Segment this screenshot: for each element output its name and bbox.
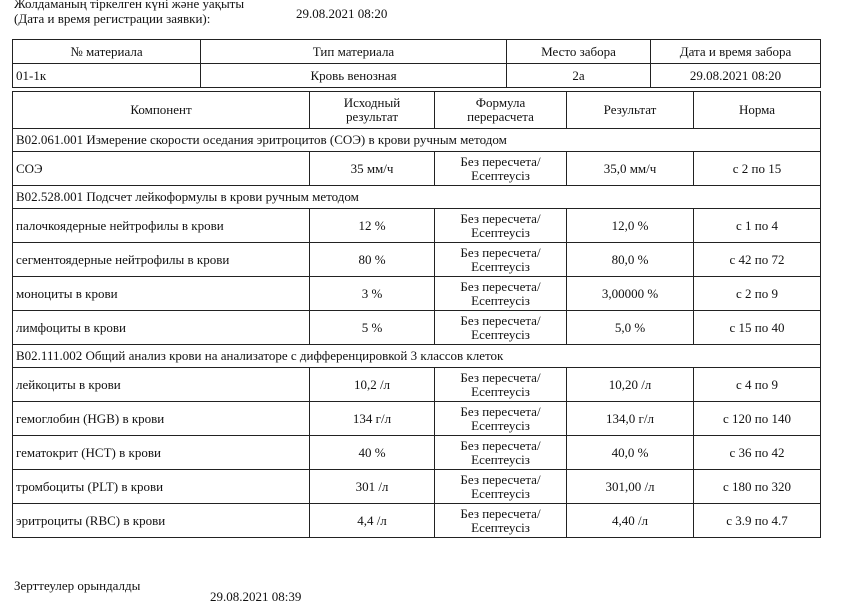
result-row <box>13 402 821 436</box>
result-value: 301,00 /л <box>567 470 694 504</box>
formula-line-ru: Без пересчета/ <box>460 312 541 328</box>
formula-line-kz: Есептеусіз <box>471 417 530 433</box>
collection-site: 2а <box>507 64 651 88</box>
initial-result: 80 % <box>310 243 435 277</box>
formula-line-ru: Без пересчета/ <box>460 369 541 385</box>
result-value: 134,0 г/л <box>567 402 694 436</box>
result-row <box>13 368 821 402</box>
formula-line-kz: Есептеусіз <box>471 326 530 342</box>
performed-datetime: 29.08.2021 08:39 <box>210 589 302 604</box>
header-component: Компонент <box>13 92 310 129</box>
recalc-formula <box>435 243 567 277</box>
section-row <box>13 345 821 368</box>
formula-line-kz: Есептеусіз <box>471 167 530 183</box>
norm-range: с 4 по 9 <box>694 368 821 402</box>
registration-label <box>14 0 244 26</box>
formula-line-kz: Есептеусіз <box>471 383 530 399</box>
section-title: B02.528.001 Подсчет лейкоформулы в крови ручным методом <box>13 186 821 209</box>
result-value: 3,00000 % <box>567 277 694 311</box>
sample-header-row <box>13 40 821 64</box>
initial-result: 134 г/л <box>310 402 435 436</box>
header-collection-site: Место забора <box>507 40 651 64</box>
recalc-formula <box>435 368 567 402</box>
formula-line-ru: Без пересчета/ <box>460 244 541 260</box>
registration-label-kz: Жолдаманың тіркелген күні және уақыты <box>14 0 245 11</box>
formula-line-kz: Есептеусіз <box>471 451 530 467</box>
result-value: 80,0 % <box>567 243 694 277</box>
header-norm: Норма <box>694 92 821 129</box>
formula-line-kz: Есептеусіз <box>471 485 530 501</box>
results-table <box>12 91 821 538</box>
formula-line-ru: Без пересчета/ <box>460 505 541 521</box>
results-header-row <box>13 92 821 129</box>
norm-range: с 3.9 по 4.7 <box>694 504 821 538</box>
norm-range: с 180 по 320 <box>694 470 821 504</box>
collection-datetime: 29.08.2021 08:20 <box>651 64 821 88</box>
initial-result: 10,2 /л <box>310 368 435 402</box>
recalc-formula <box>435 436 567 470</box>
sample-info-table <box>12 39 821 88</box>
formula-line-ru: Без пересчета/ <box>460 403 541 419</box>
norm-range: с 2 по 9 <box>694 277 821 311</box>
formula-line-ru: Без пересчета/ <box>460 278 541 294</box>
registration-label-ru: (Дата и время регистрации заявки): <box>14 11 211 26</box>
initial-result: 40 % <box>310 436 435 470</box>
formula-line-kz: Есептеусіз <box>471 224 530 240</box>
formula-line-kz: Есептеусіз <box>471 292 530 308</box>
norm-range: с 1 по 4 <box>694 209 821 243</box>
initial-result: 3 % <box>310 277 435 311</box>
result-value: 10,20 /л <box>567 368 694 402</box>
section-row <box>13 186 821 209</box>
initial-result: 12 % <box>310 209 435 243</box>
performed-label: Зерттеулер орындалды <box>14 578 141 593</box>
component-name: гематокрит (HCT) в крови <box>13 436 310 470</box>
initial-result: 35 мм/ч <box>310 152 435 186</box>
component-name: сегментоядерные нейтрофилы в крови <box>13 243 310 277</box>
result-row <box>13 311 821 345</box>
component-name: лейкоциты в крови <box>13 368 310 402</box>
header-result: Результат <box>567 92 694 129</box>
component-name: СОЭ <box>13 152 310 186</box>
recalc-formula <box>435 402 567 436</box>
sample-value-row <box>13 64 821 88</box>
material-type: Кровь венозная <box>201 64 507 88</box>
recalc-formula <box>435 152 567 186</box>
component-name: гемоглобин (HGB) в крови <box>13 402 310 436</box>
header-collection-datetime: Дата и время забора <box>651 40 821 64</box>
initial-result: 4,4 /л <box>310 504 435 538</box>
initial-result: 301 /л <box>310 470 435 504</box>
result-row <box>13 436 821 470</box>
material-number: 01-1к <box>13 64 201 88</box>
recalc-formula <box>435 470 567 504</box>
recalc-formula <box>435 504 567 538</box>
component-name: тромбоциты (PLT) в крови <box>13 470 310 504</box>
result-value: 12,0 % <box>567 209 694 243</box>
component-name: палочкоядерные нейтрофилы в крови <box>13 209 310 243</box>
recalc-formula <box>435 277 567 311</box>
norm-range: с 120 по 140 <box>694 402 821 436</box>
section-title: B02.111.002 Общий анализ крови на анализаторе с дифференцировкой 3 классов клеток <box>13 345 821 368</box>
result-value: 35,0 мм/ч <box>567 152 694 186</box>
section-row <box>13 129 821 152</box>
header-material-type: Тип материала <box>201 40 507 64</box>
result-row <box>13 243 821 277</box>
formula-line-ru: Без пересчета/ <box>460 210 541 226</box>
registration-datetime: 29.08.2021 08:20 <box>296 6 388 21</box>
header-material-number: № материала <box>13 40 201 64</box>
norm-range: с 36 по 42 <box>694 436 821 470</box>
result-row <box>13 152 821 186</box>
result-row <box>13 277 821 311</box>
formula-line-ru: Без пересчета/ <box>460 437 541 453</box>
formula-line-ru: Без пересчета/ <box>460 471 541 487</box>
result-value: 5,0 % <box>567 311 694 345</box>
component-name: лимфоциты в крови <box>13 311 310 345</box>
initial-result: 5 % <box>310 311 435 345</box>
section-title: B02.061.001 Измерение скорости оседания эритроцитов (СОЭ) в крови ручным методом <box>13 129 821 152</box>
result-value: 40,0 % <box>567 436 694 470</box>
result-row <box>13 209 821 243</box>
recalc-formula <box>435 209 567 243</box>
formula-line-kz: Есептеусіз <box>471 519 530 535</box>
header-formula: Формула перерасчета <box>435 92 567 129</box>
component-name: эритроциты (RBC) в крови <box>13 504 310 538</box>
result-row <box>13 470 821 504</box>
norm-range: с 15 по 40 <box>694 311 821 345</box>
formula-line-ru: Без пересчета/ <box>460 153 541 169</box>
norm-range: с 2 по 15 <box>694 152 821 186</box>
component-name: моноциты в крови <box>13 277 310 311</box>
norm-range: с 42 по 72 <box>694 243 821 277</box>
header-initial-result: Исходный результат <box>310 92 435 129</box>
formula-line-kz: Есептеусіз <box>471 258 530 274</box>
recalc-formula <box>435 311 567 345</box>
result-value: 4,40 /л <box>567 504 694 538</box>
result-row <box>13 504 821 538</box>
